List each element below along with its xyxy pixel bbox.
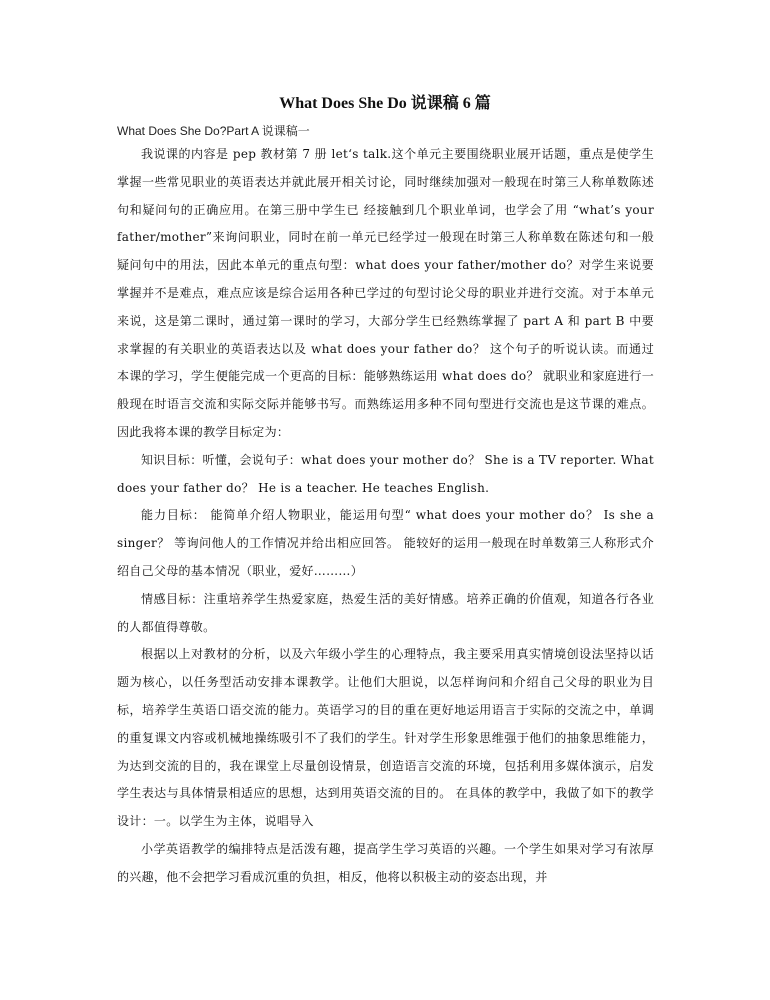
document-body [117,141,654,892]
paragraph-interest: 小学英语教学的编排特点是活泼有趣，提高学生学习英语的兴趣。一个学生如果对学习有浓厚的兴趣，他不会把学习看成沉重的负担，相反，他将以积极主动的姿态出现，并 [117,841,654,884]
paragraph-emotion-goal: 情感目标：注重培养学生热爱家庭，热爱生活的美好情感。培养正确的价值观，知道各行各业的人都值得尊敬。 [117,591,654,634]
document-title: What Does She Do 说课稿 6 篇 [279,95,491,112]
paragraph-method: 根据以上对教材的分析，以及六年级小学生的心理特点，我主要采用真实情境创设法坚持以话题为核心，以任务型活动安排本课教学。让他们大胆说，以怎样询问和介绍自己父母的职业为目标，培养学生英语口语交流的能力。英语学习的目的重在更好地运用语言于实际的交流之中，单调的重复课文内容或机械地操练吸引不了我们的学生。针对学生形象思维强于他们的抽象思维能力，为达到交流的目的，我在课堂上尽量创设情景，创造语言交流的环境，包括利用多媒体演示，启发学生表达与具体情景相适应的思想，达到用英语交流的目的。 在具体的教学中，我做了如下的教学设计：一。以学生为主体，说唱导入 [117,647,654,829]
paragraph-ability-goal: 能力目标： 能简单介绍人物职业，能运用句型“ what does your mother do？ Is she a singer？ 等询问他人的工作情况并给出相应回答。 能较好的运用一般现在时单数第三人称形式介绍自己父母的基本情况（职业，爱好………） [117,508,654,578]
document-subtitle: What Does She Do?Part A 说课稿一 [117,124,310,138]
paragraph-intro: 我说课的内容是 pep 教材第 7 册 let‘s talk.这个单元主要围绕职业展开话题，重点是使学生掌握一些常见职业的英语表达并就此展开相关讨论，同时继续加强对一般现在时第三人称单数陈述句和疑问句的正确应用。在第三册中学生已 经接触到几个职业单词，也学会了用 “what’s your father/mother”来询问职业，同时在前一单元已经学过一般现在时第三人称单数在陈述句和一般疑问句中的用法，因此本单元的重点句型：what does your father/mother do？对学生来说要掌握并不是难点，难点应该是综合运用各种已学过的句型讨论父母的职业并进行交流。对于本单元来说，这是第二课时，通过第一课时的学习，大部分学生已经熟练掌握了 part A 和 part B 中要求掌握的有关职业的英语表达以及 what does your father do？ 这个句子的听说认读。而通过本课的学习，学生便能完成一个更高的目标：能够熟练运用 what does do？ 就职业和家庭进行一般现在时语言交流和实际交际并能够书写。而熟练运用多种不同句型进行交流也是这节课的难点。因此我将本课的教学目标定为： [117,147,654,439]
paragraph-knowledge-goal: 知识目标：听懂，会说句子：what does your mother do？ She is a TV reporter. What does your father do？ He is a teacher. He teaches English. [117,452,654,495]
